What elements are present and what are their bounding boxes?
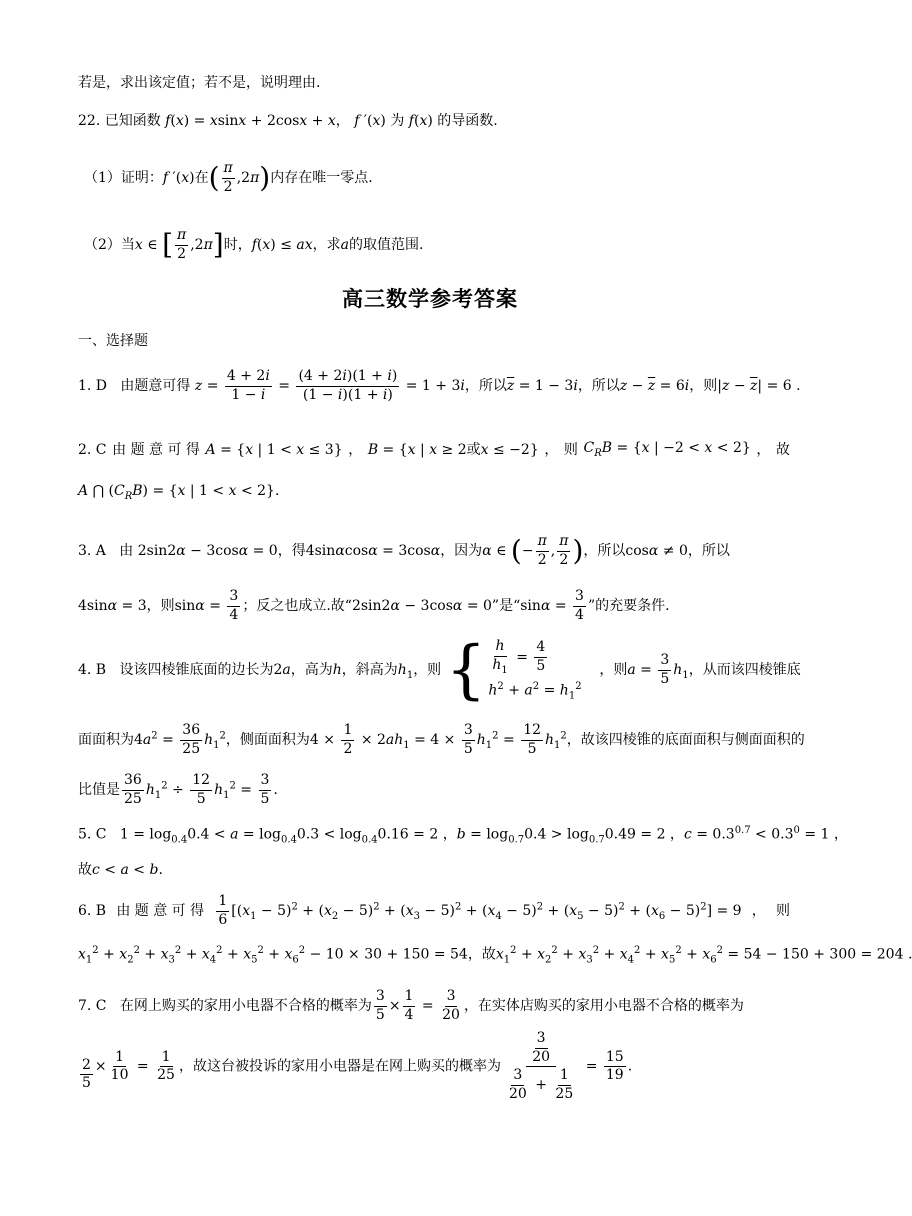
page-title: 高三数学参考答案	[342, 287, 518, 311]
answer-3-line-2: 4sinα = 3，则sinα = $\frac{3}{4}$ ；反之也成立.故“2sin2α − 3cosα = 0”是“sinα = $\frac{3}{4}$ ”的充要条件.	[78, 588, 670, 623]
answer-6-line-1: 6. B 由 题 意 可 得 $\frac{1}{6}$ $[(x_1 - 5)^2 + (x_2 - 5)^2 + (x_3 - 5)^2 + (x_4 - 5)^2 + (x_5 - 5)^2 + (x_6 - 5)^2] = 9$ ， 则	[78, 893, 790, 928]
answer-4-line-3: 比值是 $\frac{36}{25}$ $h_1^2$ ÷ $\frac{12}{5}$ $h_1^2$ = $\frac{3}{5}$ .	[78, 772, 278, 807]
answer-4-line-1: 4. B 设该四棱锥底面的边长为2a，高为h，斜高为$h_1$，则 { $\frac{h}{h_1}$ = $\frac{4}{5}$ $h^2 + a^2 = h_1^2$ ，则a = $\frac{3}{5}$ $h_1$，从而该四棱锥底	[78, 633, 801, 708]
answer-2-line-1: 2. C 由 题 意 可 得 A = {x | 1 < x ≤ 3} ， B = {x | x ≥ 2或x ≤ −2} ， 则 $C_RB = \{x$ | −2 < x < 2} ， 故	[78, 440, 790, 459]
answer-5-line-2: 故c < a < b.	[78, 862, 163, 878]
answer-5-line-1: 5. C $1 = \log_{0.4}0.4 < a = \log_{0.4}0.3 < \log_{0.4}0.16 = 2$ ，$b = \log_{0.7}0.4 > \log_{0.7}0.49 = 2$ ，$c = 0.3^{0.7} < 0.3^0 = 1$ ，	[78, 825, 848, 846]
answer-2-line-2: A ⋂ $(C_RB) = \{x$ | 1 < x < 2}.	[78, 483, 280, 502]
answer-1: 1. D 由题意可得 z = $\frac{4 + 2i}{1 - i}$ = $\frac{(4 + 2i)(1 + i)}{(1 - i)(1 + i)}$ = 1 + 3i，所以$\overline{z} = 1 - 3i$，所以$z - \overline{z} = 6i$，则$|z - \overline{z}| = 6$ .	[78, 368, 801, 403]
answer-7-line-1: 7. C 在网上购买的家用小电器不合格的概率为 $\frac{3}{5}$ × $\frac{1}{4}$ = $\frac{3}{20}$ ，在实体店购买的家用小电器不合格的概率为	[78, 988, 744, 1023]
answer-3-line-1: 3. A 由 2sin2α − 3cosα = 0，得4sinαcosα = 3cosα，因为α ∈ (− $\frac{\pi}{2}$ , $\frac{\pi}{2}$ )，所以cosα ≠ 0，所以	[78, 533, 730, 568]
question-22-part-2: （2）当x ∈ [ $\frac{\pi}{2}$ ,2π]时，f(x) ≤ ax，求a的取值范围.	[84, 227, 424, 262]
answer-4-line-2: 面面积为$4a^2$ = $\frac{36}{25}$ $h_1^2$，侧面面积为4 × $\frac{1}{2}$ × $2ah_1 = 4$ × $\frac{3}{5}$ $h_1^2$ = $\frac{12}{5}$ $h_1^2$，故该四棱锥的底面面积与侧面面积的	[78, 722, 805, 757]
answer-6-line-2: $x_1^2 + x_2^2 + x_3^2 + x_4^2 + x_5^2 + x_6^2 - 10 \times 30 + 150 = 54$，故$x_1^2 + x_2^2 + x_3^2 + x_4^2 + x_5^2 + x_6^2 = 54 - 150 + 300 = 204$ .	[78, 945, 912, 966]
question-22-part-1: （1）证明：f ′(x)在( $\frac{\pi}{2}$ ,2π)内存在唯一零点.	[84, 160, 373, 195]
section-heading: 一、选择题	[78, 333, 148, 349]
question-22-stem: 22. 已知函数 f(x) = xsinx + 2cosx + x， f ′(x) 为 f(x) 的导函数.	[78, 113, 498, 129]
previous-question-tail: 若是，求出该定值；若不是，说明理由.	[78, 75, 321, 91]
answer-7-line-2: $\frac{2}{5}$ × $\frac{1}{10}$ = $\frac{1}{25}$ ，故这台被投诉的家用小电器是在网上购买的概率为 $\frac{3}{20}$ $\frac{3}{20}$ + $\frac{1}{25}$ = $\frac{15}{19}$ .	[82, 1030, 633, 1102]
